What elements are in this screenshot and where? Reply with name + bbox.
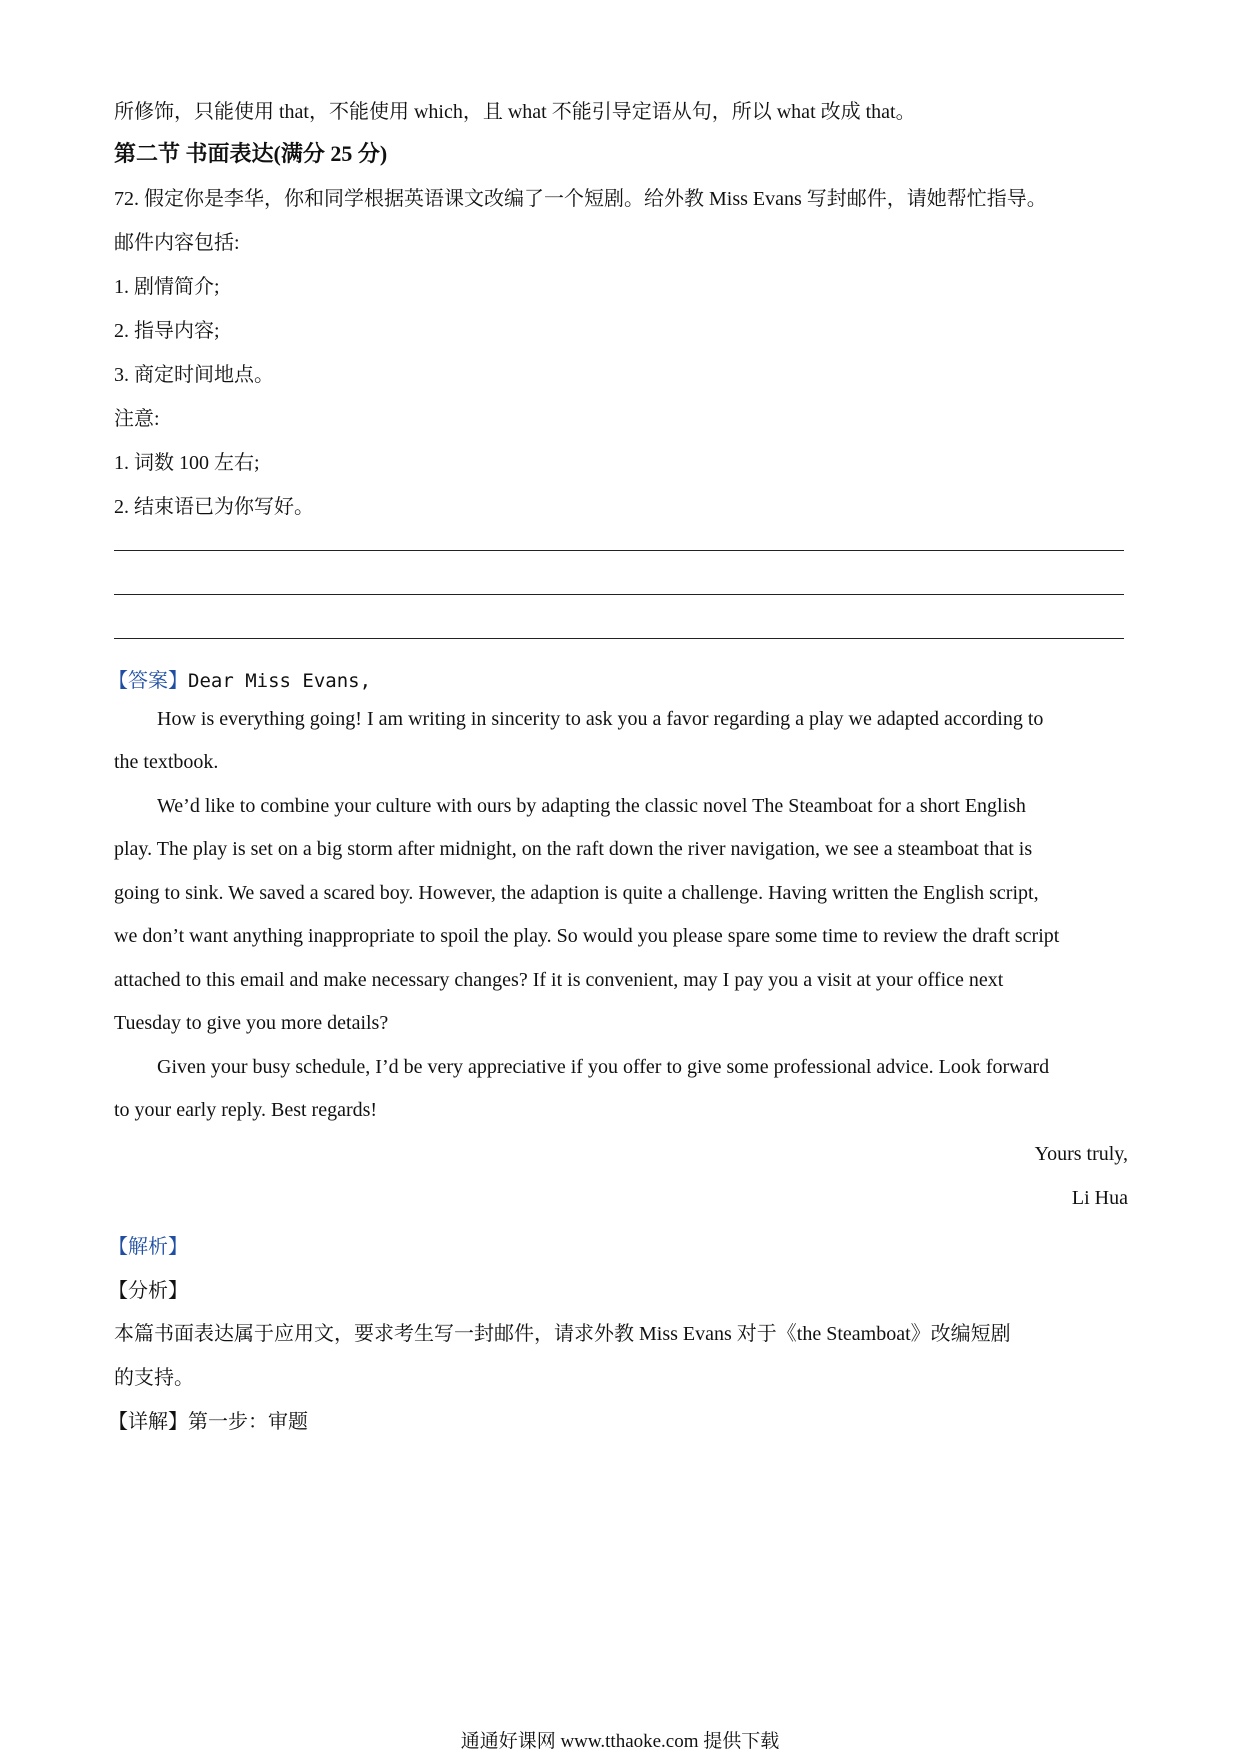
answer-line-2: the textbook. xyxy=(114,751,219,773)
answer-line-5: going to sink. We saved a scared boy. However, the adaption is quite a challenge. Having written the English script, xyxy=(114,882,1039,904)
writing-line-1 xyxy=(114,550,1124,551)
letter-signature: Li Hua xyxy=(1071,1187,1128,1209)
writing-line-2 xyxy=(114,594,1124,595)
answer-line-10: to your early reply. Best regards! xyxy=(114,1099,378,1121)
answer-greeting: Dear Miss Evans, xyxy=(188,670,372,692)
analysis-text-2: 的支持。 xyxy=(114,1367,194,1389)
analysis-text-1: 本篇书面表达属于应用文，要求考生写一封邮件，请求外教 Miss Evans 对于《the Steamboat》改编短剧 xyxy=(114,1323,1011,1345)
answer-line-8: Tuesday to give you more details? xyxy=(114,1012,389,1034)
content-heading: 邮件内容包括: xyxy=(114,232,240,254)
analysis-sub-label: 【分析】 xyxy=(108,1280,188,1302)
answer-header xyxy=(108,664,371,693)
note-item-2: 2. 结束语已为你写好。 xyxy=(114,496,314,518)
content-item-1: 1. 剧情简介; xyxy=(114,276,220,298)
letter-closing: Yours truly, xyxy=(1034,1143,1128,1165)
writing-line-3 xyxy=(114,638,1124,639)
notes-heading: 注意: xyxy=(114,408,160,430)
answer-line-9: Given your busy schedule, I’d be very appreciative if you offer to give some professional advice. Look forward xyxy=(157,1056,1050,1078)
detail-label: 【详解】 xyxy=(108,1411,188,1433)
prev-analysis-tail: 所修饰，只能使用 that，不能使用 which，且 what 不能引导定语从句，所以 what 改成 that。 xyxy=(114,101,916,123)
answer-line-1: How is everything going! I am writing in sincerity to ask you a favor regarding a play we adapted according to xyxy=(157,708,1044,730)
content-item-3: 3. 商定时间地点。 xyxy=(114,364,274,386)
answer-line-4: play. The play is set on a big storm after midnight, on the raft down the river navigation, we see a steamboat that is xyxy=(114,838,1033,860)
question-prompt: 72. 假定你是李华，你和同学根据英语课文改编了一个短剧。给外教 Miss Evans 写封邮件，请她帮忙指导。 xyxy=(114,188,1047,210)
detail-line xyxy=(108,1405,308,1434)
content-item-2: 2. 指导内容; xyxy=(114,320,220,342)
answer-line-7: attached to this email and make necessary changes? If it is convenient, may I pay you a visit at your office next xyxy=(114,969,1004,991)
detail-text: 第一步：审题 xyxy=(188,1411,308,1433)
section-title: 第二节 书面表达(满分 25 分) xyxy=(114,141,388,166)
note-item-1: 1. 词数 100 左右; xyxy=(114,452,260,474)
answer-label: 【答案】 xyxy=(108,670,188,692)
answer-line-3: We’d like to combine your culture with ours by adapting the classic novel The Steamboat for a short English xyxy=(157,795,1026,817)
answer-line-6: we don’t want anything inappropriate to spoil the play. So would you please spare some time to review the draft script xyxy=(114,925,1060,947)
analysis-label: 【解析】 xyxy=(108,1236,188,1258)
page-footer: 通通好课网 www.tthaoke.com 提供下载 xyxy=(460,1731,780,1752)
